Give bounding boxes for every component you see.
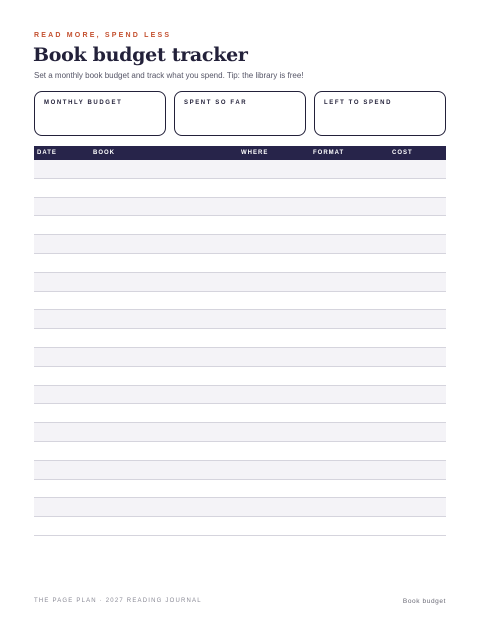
table-header [34, 146, 446, 160]
table-row[interactable] [34, 386, 446, 405]
table-row[interactable] [34, 160, 446, 179]
table-row[interactable] [34, 216, 446, 235]
table-row[interactable] [34, 310, 446, 329]
table-row[interactable] [34, 198, 446, 217]
page-title: Book budget tracker [33, 44, 248, 66]
table-row[interactable] [34, 254, 446, 273]
budget-table [34, 146, 446, 536]
table-row[interactable] [34, 329, 446, 348]
table-row[interactable] [34, 273, 446, 292]
left-to-spend-box[interactable] [314, 91, 446, 136]
table-row[interactable] [34, 498, 446, 517]
left-to-spend-label: LEFT TO SPEND [324, 100, 393, 106]
footer-journal-name: THE PAGE PLAN · 2027 READING JOURNAL [34, 598, 202, 604]
table-row[interactable] [34, 404, 446, 423]
table-row[interactable] [34, 367, 446, 386]
table-row[interactable] [34, 348, 446, 367]
page-subtitle: Set a monthly book budget and track what you spend. Tip: the library is free! [34, 71, 304, 80]
column-header-book: BOOK [93, 150, 115, 156]
spent-so-far-label: SPENT SO FAR [184, 100, 248, 106]
eyebrow: READ MORE, SPEND LESS [34, 32, 172, 39]
table-body [34, 160, 446, 536]
table-row[interactable] [34, 235, 446, 254]
summary-boxes [34, 91, 446, 136]
table-row[interactable] [34, 292, 446, 311]
column-header-format: FORMAT [313, 150, 345, 156]
table-row[interactable] [34, 461, 446, 480]
monthly-budget-box[interactable] [34, 91, 166, 136]
spent-so-far-box[interactable] [174, 91, 306, 136]
table-row[interactable] [34, 517, 446, 536]
table-row[interactable] [34, 179, 446, 198]
column-header-cost: COST [392, 150, 413, 156]
column-header-date: DATE [37, 150, 57, 156]
footer-page-name: Book budget [402, 598, 446, 605]
monthly-budget-label: MONTHLY BUDGET [44, 100, 123, 106]
table-row[interactable] [34, 480, 446, 499]
table-row[interactable] [34, 442, 446, 461]
table-row[interactable] [34, 423, 446, 442]
column-header-where: WHERE [241, 150, 269, 156]
